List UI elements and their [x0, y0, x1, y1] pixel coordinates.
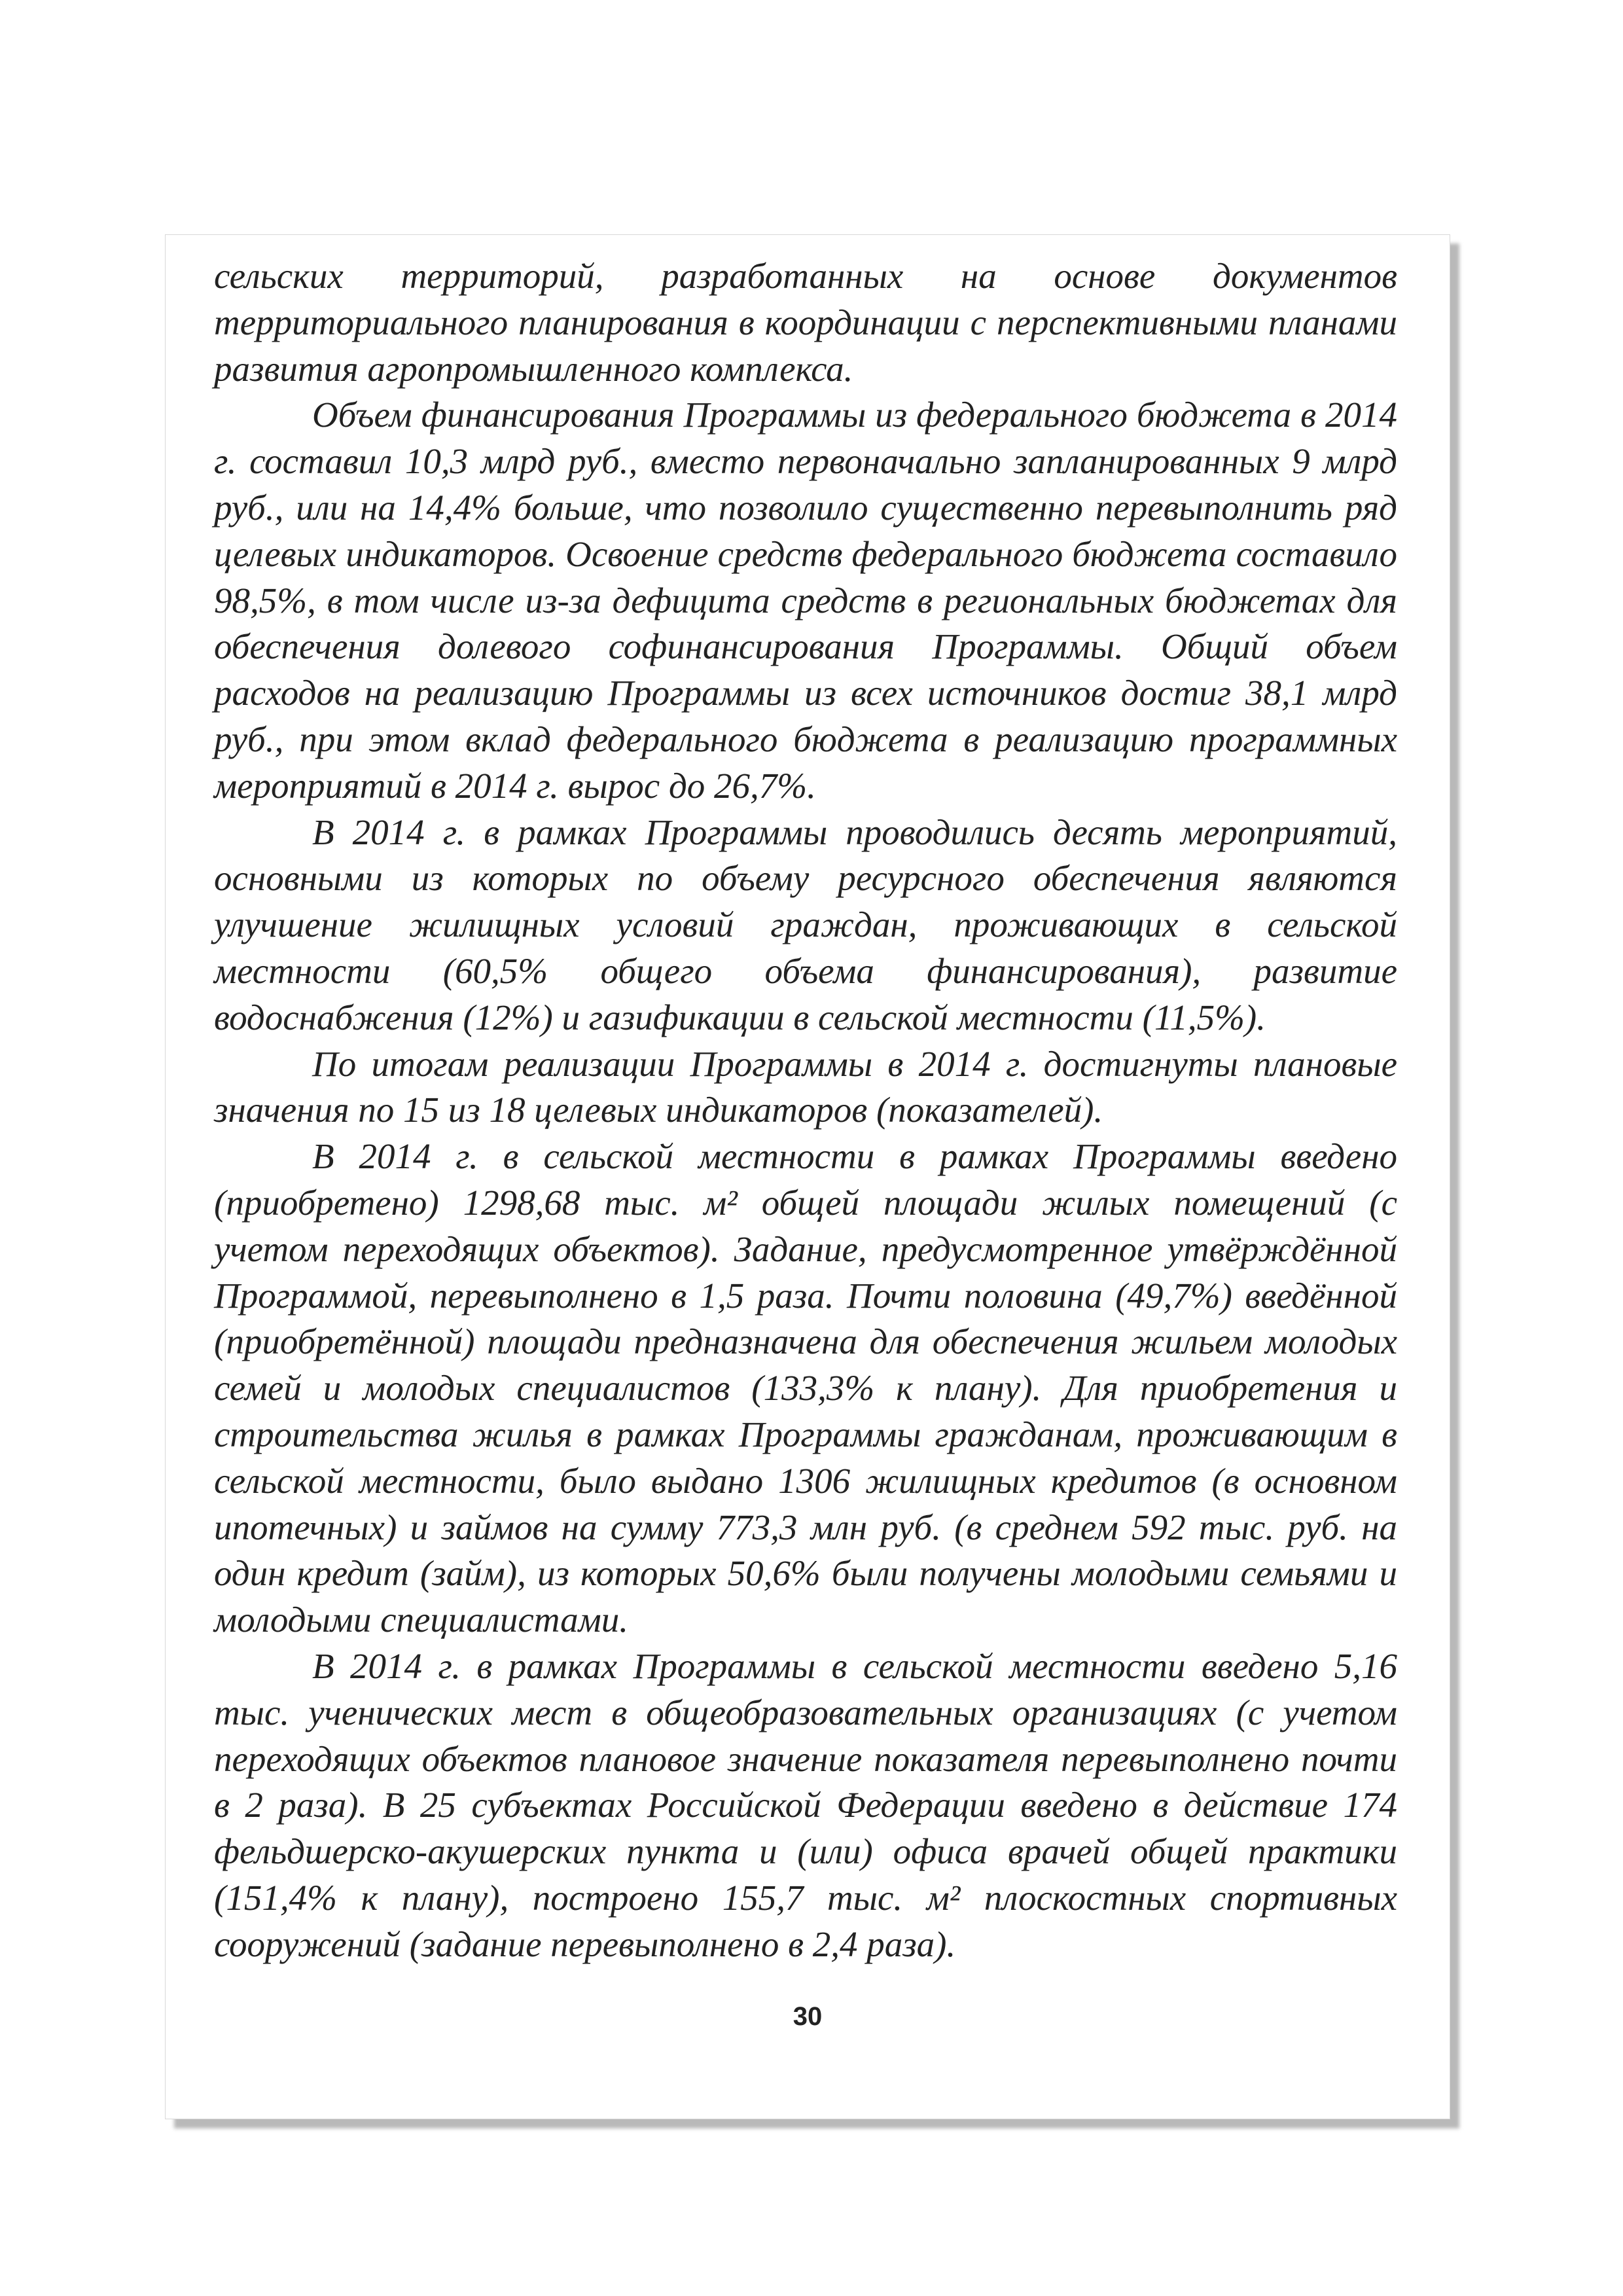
paragraph-continuation: сельских территорий, разработанных на основе документов территориального планирования в координации с перспективными планами развития агропромышленного комплекса.: [214, 256, 1397, 389]
paragraph-activities: В 2014 г. в рамках Программы проводились десять мероприятий, основными из которых по объему ресурсного обеспечения являются улучшение жилищных условий граждан, проживающих в сельской местности (60,5% общего объема финансирования), развитие водоснабжения (12%) и газификации в сельской местности (11,5%).: [214, 812, 1397, 1037]
paragraph-financing: Объем финансирования Программы из федерального бюджета в 2014 г. составил 10,3 млрд руб., вместо первоначально запланированных 9 млрд руб., или на 14,4% больше, что позволило существенно перевыполнить ряд целевых индикаторов. Освоение средств федерального бюджета составило 98,5%, в том числе из-за дефицита средств в региональных бюджетах для обеспечения долевого софинансирования Программы. Общий объем расходов на реализацию Программы из всех источников достиг 38,1 млрд руб., при этом вклад федерального бюджета в реализацию программных мероприятий в 2014 г. вырос до 26,7%.: [214, 395, 1397, 806]
paragraph-indicators: По итогам реализации Программы в 2014 г. достигнуты плановые значения по 15 из 18 целевых индикаторов (показателей).: [214, 1043, 1397, 1130]
page-number: 30: [793, 2002, 823, 2031]
body-text: [214, 253, 1397, 1967]
paragraph-housing: В 2014 г. в сельской местности в рамках Программы введено (приобретено) 1298,68 тыс. м² общей площади жилых помещений (с учетом переходящих объектов). Задание, предусмотренное утвёрждённой Программой, перевыполнено в 1,5 раза. Почти половина (49,7%) введённой (приобретённой) площади предназначена для обеспечения жильем молодых семей и молодых специалистов (133,3% к плану). Для приобретения и строительства жилья в рамках Программы гражданам, проживающим в сельской местности, было выдано 1306 жилищных кредитов (в основном ипотечных) и займов на сумму 773,3 млн руб. (в среднем 592 тыс. руб. на один кредит (займ), из которых 50,6% были получены молодыми семьями и молодыми специалистами.: [214, 1136, 1397, 1640]
paragraph-social-infrastructure: В 2014 г. в рамках Программы в сельской местности введено 5,16 тыс. ученических мест в общеобразовательных организациях (с учетом переходящих объектов плановое значение показателя перевыполнено почти в 2 раза). В 25 субъектах Российской Федерации введено в действие 174 фельдшерско-акушерских пункта и (или) офиса врачей общей практики (151,4% к плану), построено 155,7 тыс. м² плоскостных спортивных сооружений (задание перевыполнено в 2,4 раза).: [214, 1645, 1397, 1964]
page-card: [165, 234, 1450, 2119]
